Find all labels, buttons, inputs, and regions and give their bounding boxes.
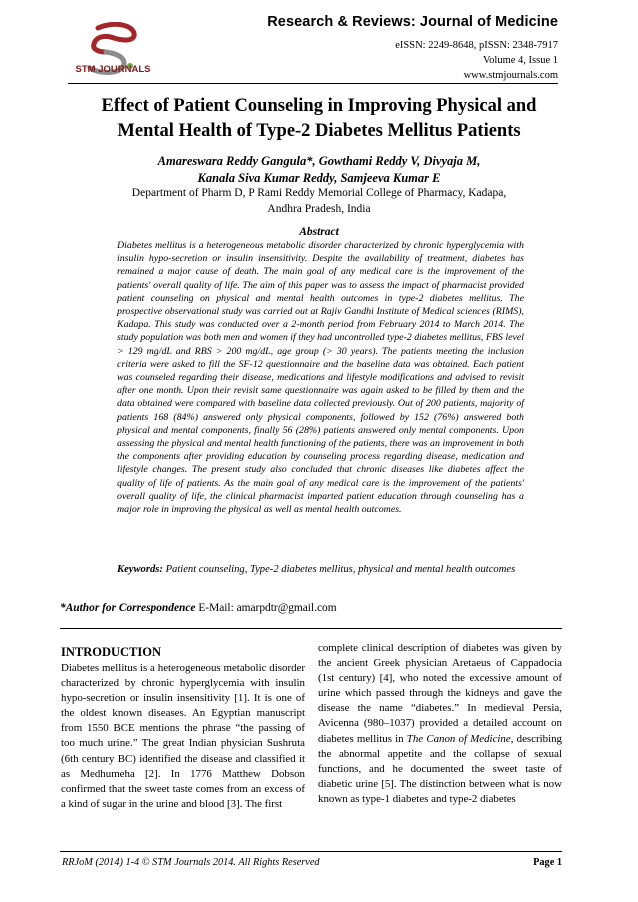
title-line-1: Effect of Patient Counseling in Improving Physical and <box>101 96 537 116</box>
keywords-text: Patient counseling, Type-2 diabetes mellitus, physical and mental health outcomes <box>165 564 516 575</box>
correspondence-email: E-Mail: amarpdtr@gmail.com <box>198 602 337 614</box>
journal-meta <box>395 38 558 83</box>
journal-website: www.stmjournals.com <box>463 70 558 81</box>
introduction-right-column <box>318 641 562 807</box>
abstract-text: Diabetes mellitus is a heterogeneous metabolic disorder characterized by chronic hyperglycemia with insulin hypo-secretion or insulin insensitivity. Despite the availability of treatment, diabetes has remained a major cause of death. The main goal of any medical care is the improvement of the patients' overall quality of life. The aim of this paper was to assess the impact of pharmacist provided patient counseling on physical and mental health outcomes in type-2 diabetes mellitus. The prospective observational study was carried out at Rajiv Gandhi Institute of Medical sciences (RIMS), Kadapa. This study was conducted over a 2-month period from February 2014 to March 2014. The study population was both men and women if they had uncontrolled type-2 diabetes mellitus, FBS level > 129 mg/dL and RBS > 200 mg/dL, age group (> 30 years). The patients meeting the inclusion criteria were asked to fill the SF-12 questionnaire and the baseline data was obtained. Each patient was counseled regarding their disease, medications and lifestyle modifications and advised to revisit after one month. Upon their revisit same questionnaire was again asked to be filled by them and the data obtained were compared with baseline data collected previously. Out of 200 patients, majority of patients 168 (84%) answered only physical components, followed by 152 (76%) answered both physical and mental components, finally 56 (28%) patients answered only mental components. Upon assessing the physical and mental health functioning of the patients, there was an improvement in both the components after providing education by counseling process regarding disease, medication and lifestyle changes. The present study also concluded that chronic diseases like diabetes affect the quality of life of patients. As the main goal of any medical care is the improvement of the patients' overall quality of life, the clinical pharmacist imparted patient education through counseling has a major role in improving the physical as well as mental health outcomes. <box>117 240 524 516</box>
right-column-text-1: complete clinical description of diabetes was given by the ancient Greek physician Aretaeus of Cappadocia (1st century) [4], who noted the excessive amount of urine which passed through the kidneys and gave the disease the name “diabetes.” In medieval Persia, Avicenna (980–1037) provided a detailed account on diabetes mellitus in <box>318 642 562 745</box>
section-rule <box>60 628 562 629</box>
volume-issue: Volume 4, Issue 1 <box>482 55 558 66</box>
footer-citation: RRJoM (2014) 1-4 © STM Journals 2014. All Rights Reserved <box>62 857 320 868</box>
author-list <box>100 153 538 187</box>
authors-line-1: Amareswara Reddy Gangula*, Gowthami Reddy V, Divyaja M, <box>157 154 481 168</box>
introduction-heading: INTRODUCTION <box>61 645 162 659</box>
journal-name: Research & Reviews: Journal of Medicine <box>267 14 558 30</box>
correspondence-label: *Author for Correspondence <box>60 602 196 614</box>
page-number: Page 1 <box>533 857 562 868</box>
article-title <box>74 94 564 144</box>
abstract-heading: Abstract <box>299 226 339 238</box>
affiliation-line-2: Andhra Pradesh, India <box>267 202 371 215</box>
authors-line-2: Kanala Siva Kumar Reddy, Samjeeva Kumar E <box>197 171 441 185</box>
affiliation-line-1: Department of Pharm D, P Rami Reddy Memorial College of Pharmacy, Kadapa, <box>131 187 507 199</box>
canon-of-medicine: The Canon of Medicine <box>406 732 511 745</box>
logo-text: STM JOURNALS <box>75 64 151 75</box>
issn: eISSN: 2249-8648, pISSN: 2348-7917 <box>395 40 558 51</box>
header-rule <box>68 83 558 84</box>
right-column-text-2: , describing the abnormal appetite and the collapse of sexual functions, and he documented the sweet taste of diabetic urine [5]. The distinction between what is now known as type-1 diabetes and type-2 diabetes <box>318 732 562 805</box>
affiliation <box>110 186 528 217</box>
keywords <box>117 562 524 577</box>
keywords-label: Keywords: <box>117 564 163 575</box>
introduction-left-column: Diabetes mellitus is a heterogeneous metabolic disorder characterized by chronic hyperglycemia with insulin hypo-secretion or insulin insensitivity [1]. It is one of the oldest known diseases. An Egyptian manuscript from 1550 BCE mentions the phrase “the passing of too much urine.” The great Indian physician Sushruta (6th century BC) identified the disease and classified it as Medhumeha [2]. In 1776 Matthew Dobson confirmed that the sweet taste comes from an excess of a kind of sugar in the urine and blood [3]. The first <box>61 662 305 810</box>
title-line-2: Mental Health of Type-2 Diabetes Mellitus Patients <box>117 121 521 141</box>
footer-rule <box>60 851 562 852</box>
correspondence <box>60 602 337 614</box>
